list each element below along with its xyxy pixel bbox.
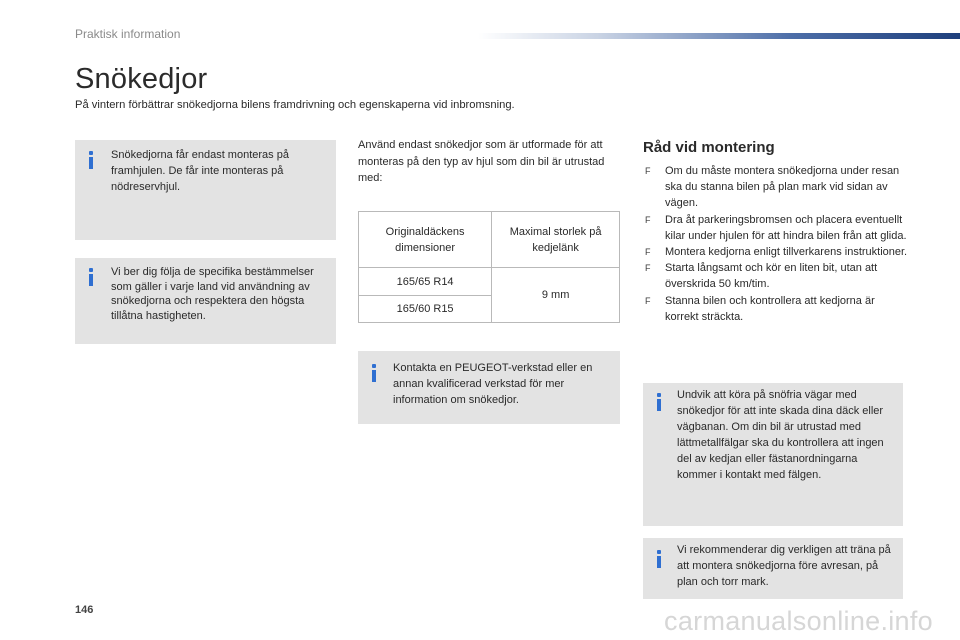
info-note-regulations [75,258,336,344]
section-label: Praktisk information [75,27,181,41]
info-note-text: Snökedjorna får endast monteras på framhjulen. De får inte monteras på nödreservhjul. [111,149,289,193]
info-note-workshop [358,351,620,424]
table-cell-link-size: 9 mm [492,268,620,323]
info-note-front-wheels [75,140,336,240]
header-gradient-bar [478,33,960,39]
info-icon [87,151,95,169]
info-note-text: Vi ber dig följa de specifika bestämmelser som gäller i varje land vid användning av snökedjorna och respektera den högsta tillåtna hastigheten. [111,266,314,322]
info-icon [655,393,663,411]
info-icon [370,364,378,382]
info-note-practice [643,538,903,599]
bullet-icon: F [645,263,651,274]
list-item: F Dra åt parkeringsbromsen och placera eventuellt kilar under hjulen för att hindra bilen från att glida. [645,213,907,242]
info-icon [655,550,663,568]
table-cell-tyre-size: 165/65 R14 [359,268,492,296]
table-row [359,268,620,296]
watermark: carmanualsonline.info [664,606,933,636]
info-note-text: Undvik att köra på snöfria vägar med snökedjor för att inte skada dina däck eller vägbanan. Om din bil är utrustad med lättmetallfälgar ska du kontrollera att ingen del av kedjan eller fästanordningarna kommer i kontakt med fälgen. [677,389,884,481]
mounting-tips-list [643,163,908,325]
intro-text: På vintern förbättrar snökedjorna bilens framdrivning och egenskaperna vid inbromsning. [75,99,515,111]
info-icon [87,268,95,286]
info-note-snowfree-roads [643,383,903,526]
table-header-tyre-dimensions: Originaldäckens dimensioner [359,212,492,268]
bullet-icon: F [645,166,651,176]
page-title: Snökedjor [75,63,208,95]
info-note-text: Vi rekommenderar dig verkligen att träna på att montera snökedjorna före avresan, på plan och torr mark. [677,544,891,588]
chain-size-table [358,211,620,323]
bullet-icon: F [645,295,651,306]
table-header-link-size: Maximal storlek på kedjelänk [492,212,620,268]
info-note-text: Kontakta en PEUGEOT-verkstad eller en annan kvalificerad verkstad för mer information om snökedjor. [393,362,593,406]
list-item: F Om du måste montera snökedjorna under resan ska du stanna bilen på plan mark vid sidan av vägen. [645,165,900,210]
chain-usage-text: Använd endast snökedjor som är utformade för att monteras på den typ av hjul som din bil är utrustad med: [358,139,605,184]
list-item: F Stanna bilen och kontrollera att kedjorna är korrekt sträckta. [645,294,875,323]
table-cell-tyre-size: 165/60 R15 [359,296,492,323]
list-item: F Montera kedjorna enligt tillverkarens instruktioner. [643,244,908,260]
table-header-row [359,212,620,268]
list-item: F Starta långsamt och kör en liten bit, utan att överskrida 50 km/tim. [645,262,878,291]
mounting-heading: Råd vid montering [643,139,775,156]
bullet-icon: F [645,247,651,258]
page-number: 146 [75,604,94,616]
bullet-icon: F [645,214,651,225]
